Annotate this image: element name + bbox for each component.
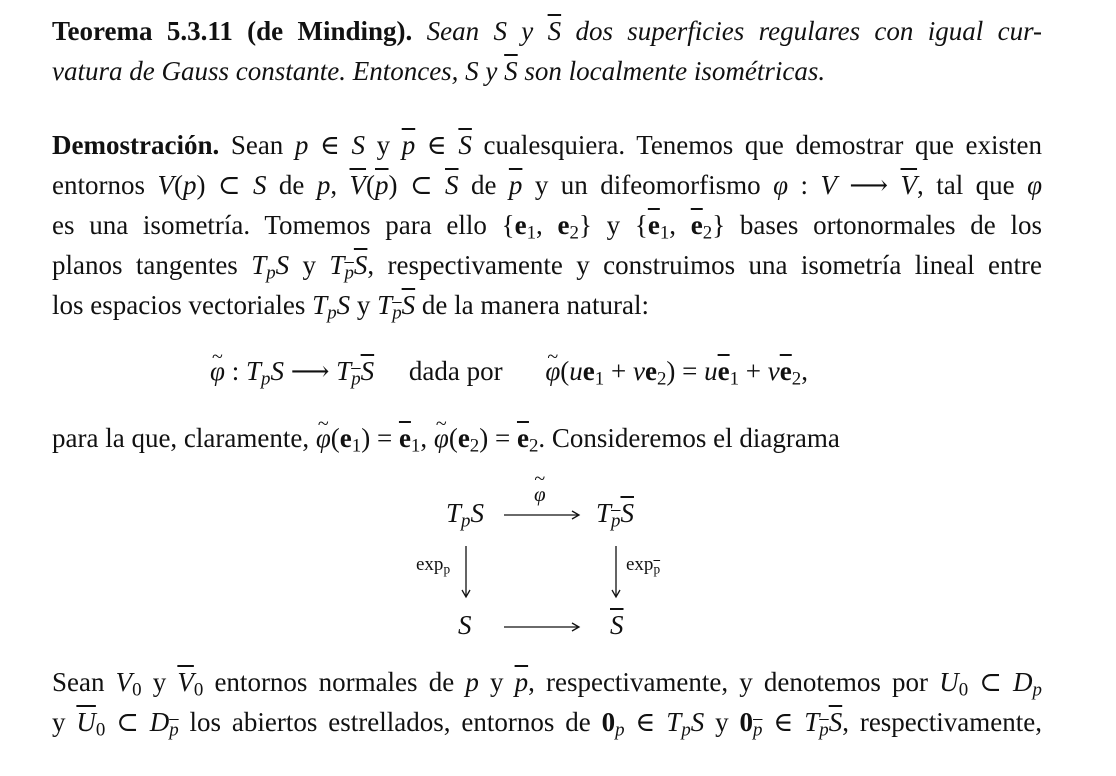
proof-line-6: para la que, claramente, ~ $\varphi(e_1) = \overline{e}_1$, ~ $\varphi(e_2) = \overline{e}_2$. Consideremos el diagrama [52, 422, 1042, 454]
left-arrow-label: $\exp_p$ [416, 554, 451, 577]
proof-line-1: Demostración. Sean p ∈ S y $\overline{p}$ ∈ $\overline{S}$ cualesquiera. Tenemos que demostrar que existen [52, 130, 1043, 160]
theorem-line-1: Teorema 5.3.11 (de Minding). Sean S y $\overline{S}$ dos superficies regulares con igual cur- [52, 16, 1043, 46]
diagram-top-right: $T_{\overline{p}}\overline{S}$ [596, 498, 634, 532]
diagram-top-left: $T_pS$ [446, 498, 484, 532]
commutative-diagram [400, 482, 700, 648]
proof-heading: Demostración. [52, 130, 220, 160]
display-equation: ~ φ : $T_pS$ ⟶ $T_{\overline{p}}\overline{S}$ dada por ~ $\varphi(ue_1 + ve_2) = u\overline{e}_1 + v\overline{e}_2$, [210, 355, 808, 387]
theorem-heading: Teorema 5.3.11 (de Minding). [52, 16, 413, 46]
theorem-line-2: vatura de Gauss constante. Entonces, S y $\overline{S}$ son localmente isométricas. [52, 56, 826, 86]
diagram-arrows [400, 488, 700, 648]
proof-line-4: planos tangentes $T_pS$ y $T_{\overline{p}}\overline{S}$, respectivamente y construimos una isometría lineal entre [52, 250, 1042, 284]
diagram-bottom-left: S [458, 610, 472, 640]
closing-line-2: y $\overline{U}_0$ ⊂ $D_{\overline{p}}$ los abiertos estrellados, entornos de $0_p$ ∈ $T_pS$ y $0_{\overline{p}}$ ∈ $T_{\overline{p}}\overline{S}$, respectivamente, [52, 707, 1042, 741]
proof-line-5: los espacios vectoriales $T_pS$ y $T_{\overline{p}}\overline{S}$ de la manera natural: [52, 290, 650, 324]
right-arrow-label: $\exp_{\overline{p}}$ [626, 554, 661, 577]
diagram-bottom-right: $\overline{S}$ [610, 610, 624, 640]
proof-line-2: entornos V(p) ⊂ S de p, $\overline{V}(\overline{p})$ ⊂ $\overline{S}$ de $\overline{p}$ y un difeomorfismo φ : V ⟶ $\overline{V}$, tal que φ [52, 170, 1043, 200]
proof-line-3: es una isometría. Tomemos para ello {$e_1$, $e_2$} y {$\overline{e}_1$, $\overline{e}_2$} bases ortonormales de los [52, 210, 1043, 244]
closing-line-1: Sean $V_0$ y $\overline{V}_0$ entornos normales de p y $\overline{p}$, respectivamente, y denotemos por $U_0$ ⊂ $D_p$ [52, 667, 1042, 701]
top-arrow-label: ~ φ [534, 482, 546, 507]
